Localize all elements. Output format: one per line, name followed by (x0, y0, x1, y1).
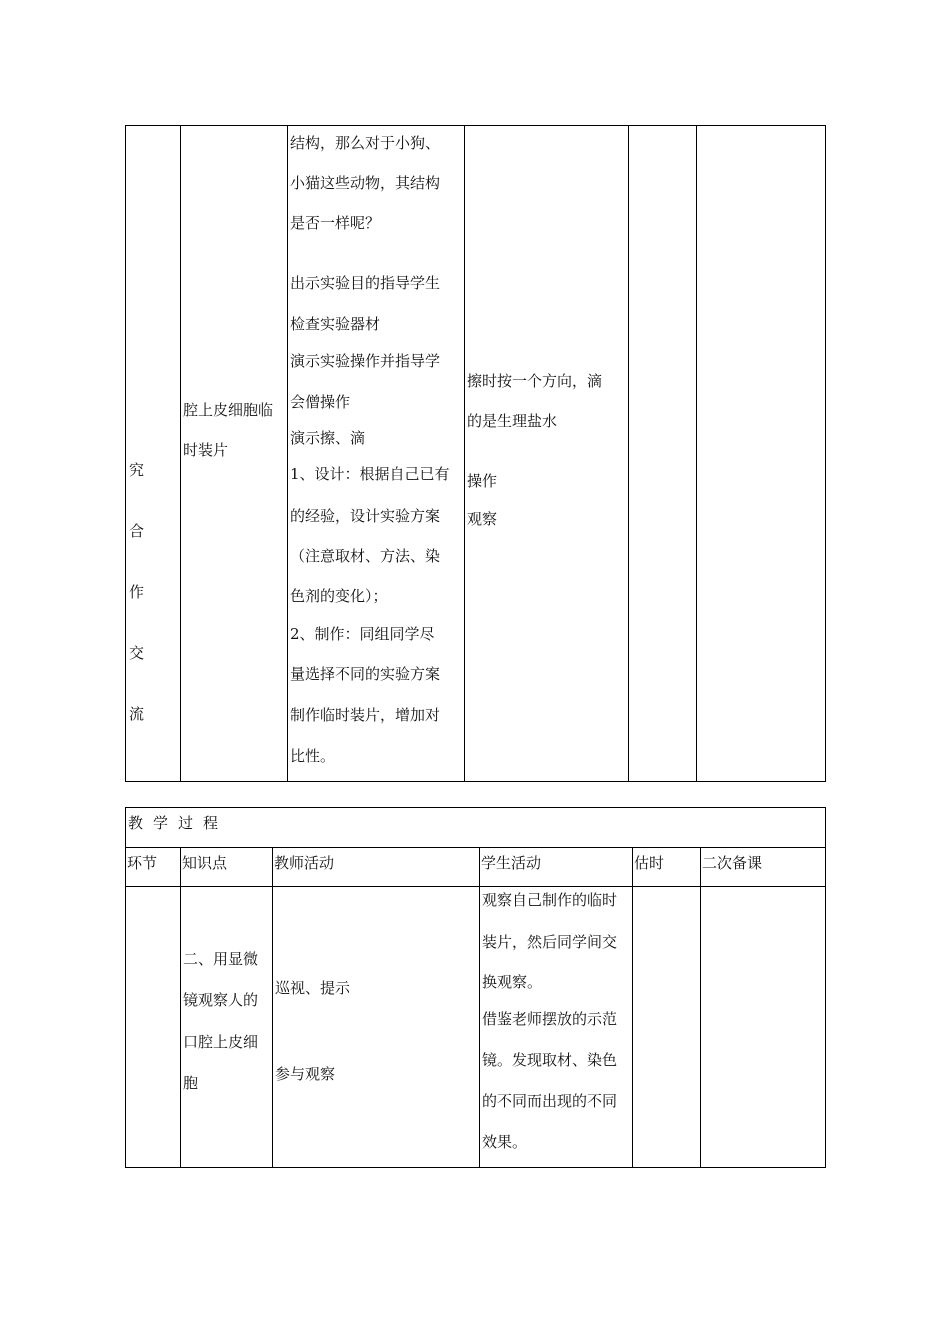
knowledge-point-cell (181, 126, 288, 782)
header-student: 学生活动 (481, 854, 542, 872)
header-cell (701, 848, 826, 887)
second-prep-cell (701, 887, 826, 1168)
student-line: 镜。发现取材、染色 (482, 1051, 618, 1069)
segment-char: 交 (129, 644, 145, 662)
knowledge-line: 镜观察人的 (183, 991, 259, 1009)
teacher-line: 2、制作：同组同学尽 (290, 625, 435, 643)
teacher-line: 制作临时装片，增加对 (290, 706, 441, 724)
header-cell (633, 848, 701, 887)
student-line: 借鉴老师摆放的示范 (482, 1010, 618, 1028)
header-teacher: 教师活动 (274, 854, 335, 872)
segment-char: 究 (129, 461, 145, 479)
knowledge-line: 腔上皮细胞临 (183, 401, 274, 419)
header-cell (480, 848, 633, 887)
segment-char: 合 (129, 522, 145, 540)
teacher-activity-cell (273, 887, 480, 1168)
student-line: 的是生理盐水 (467, 412, 558, 430)
teacher-line: 出示实验目的指导学生 (290, 274, 441, 292)
segment-cell (126, 126, 181, 782)
student-line: 装片，然后同学间交 (482, 933, 618, 951)
teacher-line: 演示擦、滴 (290, 429, 366, 447)
teacher-line: 巡视、提示 (275, 979, 351, 997)
teacher-line: 1、设计：根据自己已有 (290, 465, 450, 483)
time-estimate-cell (629, 126, 697, 782)
header-time: 估时 (634, 854, 665, 872)
student-line: 操作 (467, 472, 498, 490)
knowledge-point-cell (181, 887, 273, 1168)
header-cell (273, 848, 480, 887)
teacher-line: 结构，那么对于小狗、 (290, 134, 441, 152)
student-line: 观察自己制作的临时 (482, 891, 618, 909)
teacher-line: 的经验，设计实验方案 (290, 507, 441, 525)
teacher-line: 小猫这些动物，其结构 (290, 174, 441, 192)
knowledge-line: 时装片 (183, 441, 229, 459)
header-segment: 环节 (127, 854, 158, 872)
teacher-line: 比性。 (290, 747, 336, 765)
teacher-activity-cell (288, 126, 465, 782)
student-activity-cell (480, 887, 633, 1168)
teacher-line: 检查实验器材 (290, 315, 381, 333)
header-cell (181, 848, 273, 887)
segment-cell (126, 887, 181, 1168)
teacher-line: 量选择不同的实验方案 (290, 665, 441, 683)
second-prep-cell (697, 126, 826, 782)
lesson-table-continued (125, 125, 826, 782)
teaching-process-table (125, 807, 826, 1168)
teacher-line: 参与观察 (275, 1065, 336, 1083)
header-second-prep: 二次备课 (702, 854, 763, 872)
student-line: 观察 (467, 510, 498, 528)
time-estimate-cell (633, 887, 701, 1168)
teacher-line: 会僧操作 (290, 393, 351, 411)
table-title: 教学过程 (128, 814, 229, 832)
knowledge-line: 二、用显微 (183, 950, 259, 968)
header-knowledge: 知识点 (182, 854, 228, 872)
knowledge-line: 口腔上皮细 (183, 1033, 259, 1051)
student-line: 效果。 (482, 1133, 528, 1151)
table-title-cell (126, 808, 826, 848)
student-line: 换观察。 (482, 973, 543, 991)
knowledge-line: 胞 (183, 1074, 199, 1092)
teacher-line: 是否一样呢？ (290, 214, 381, 232)
student-line: 擦时按一个方向，滴 (467, 372, 603, 390)
teacher-line: 演示实验操作并指导学 (290, 352, 441, 370)
segment-char: 流 (129, 705, 145, 723)
student-activity-cell (465, 126, 629, 782)
teacher-line: （注意取材、方法、染 (290, 547, 441, 565)
segment-char: 作 (129, 583, 145, 601)
student-line: 的不同而出现的不同 (482, 1092, 618, 1110)
teacher-line: 色剂的变化）； (290, 587, 388, 605)
header-cell (126, 848, 181, 887)
